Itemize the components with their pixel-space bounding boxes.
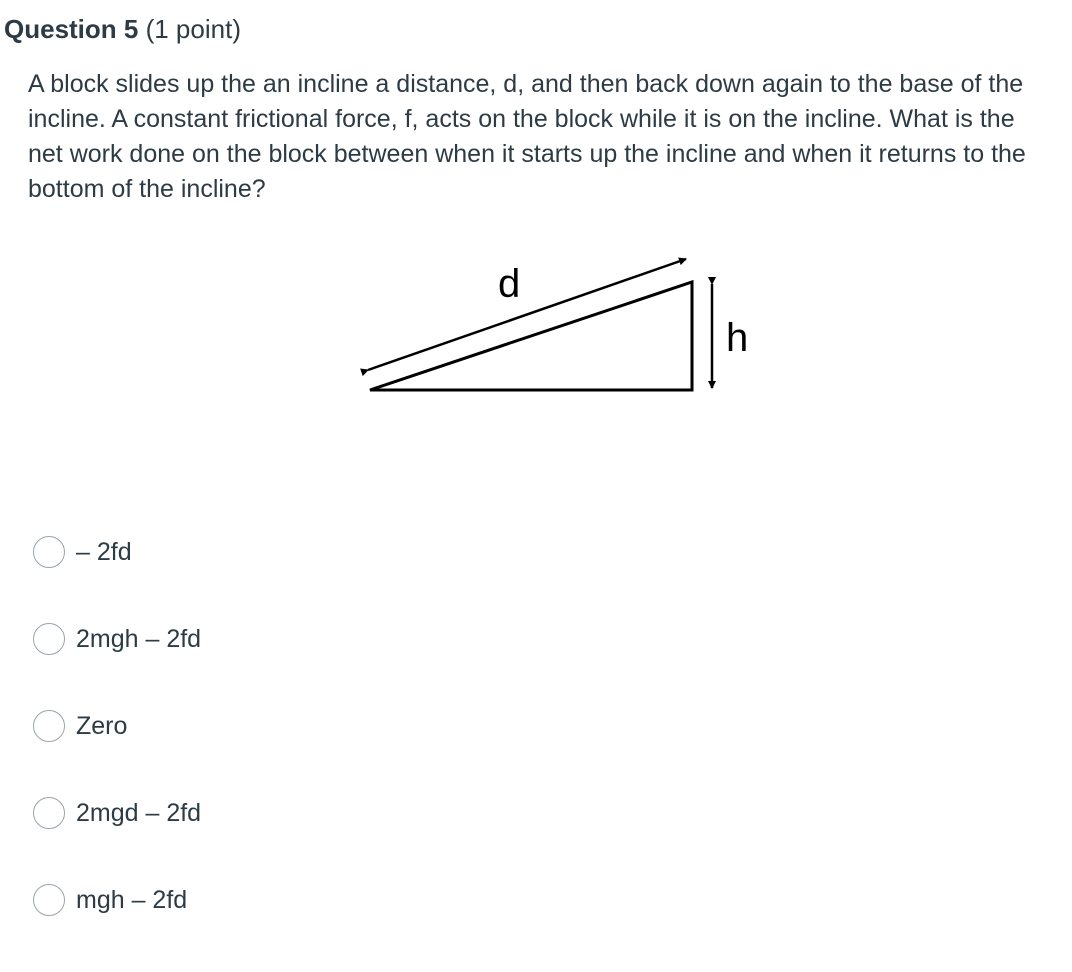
question-header: [4, 12, 241, 46]
answer-options: [33, 532, 633, 967]
question-points: (1 point): [145, 14, 241, 44]
radio-button[interactable]: [33, 797, 65, 829]
incline-triangle: [370, 282, 692, 390]
height-label: h: [726, 316, 749, 360]
question-title: Question 5: [4, 14, 139, 44]
radio-button[interactable]: [33, 710, 65, 742]
answer-label: 2mgd – 2fd: [76, 799, 202, 827]
radio-button[interactable]: [33, 884, 65, 916]
radio-button[interactable]: [33, 623, 65, 655]
answer-option[interactable]: [33, 619, 633, 659]
answer-label: 2mgh – 2fd: [76, 625, 202, 653]
incline-diagram: [350, 250, 750, 400]
answer-option[interactable]: [33, 532, 633, 572]
answer-option[interactable]: [33, 880, 633, 920]
distance-label: d: [498, 262, 521, 306]
radio-button[interactable]: [33, 536, 65, 568]
answer-label: Zero: [76, 712, 128, 740]
distance-arrow: [368, 259, 686, 370]
answer-label: – 2fd: [76, 538, 132, 566]
incline-figure: [350, 250, 750, 400]
answer-option[interactable]: [33, 793, 633, 833]
question-text: A block slides up the an incline a distance, d, and then back down again to the base of the incline. A constant frictional force, f, acts on the block while it is on the incline. What is the net work done on the block between when it starts up the incline and when it returns to the bottom of the incline?: [28, 70, 1026, 203]
answer-option[interactable]: [33, 706, 633, 746]
answer-label: mgh – 2fd: [76, 886, 188, 914]
